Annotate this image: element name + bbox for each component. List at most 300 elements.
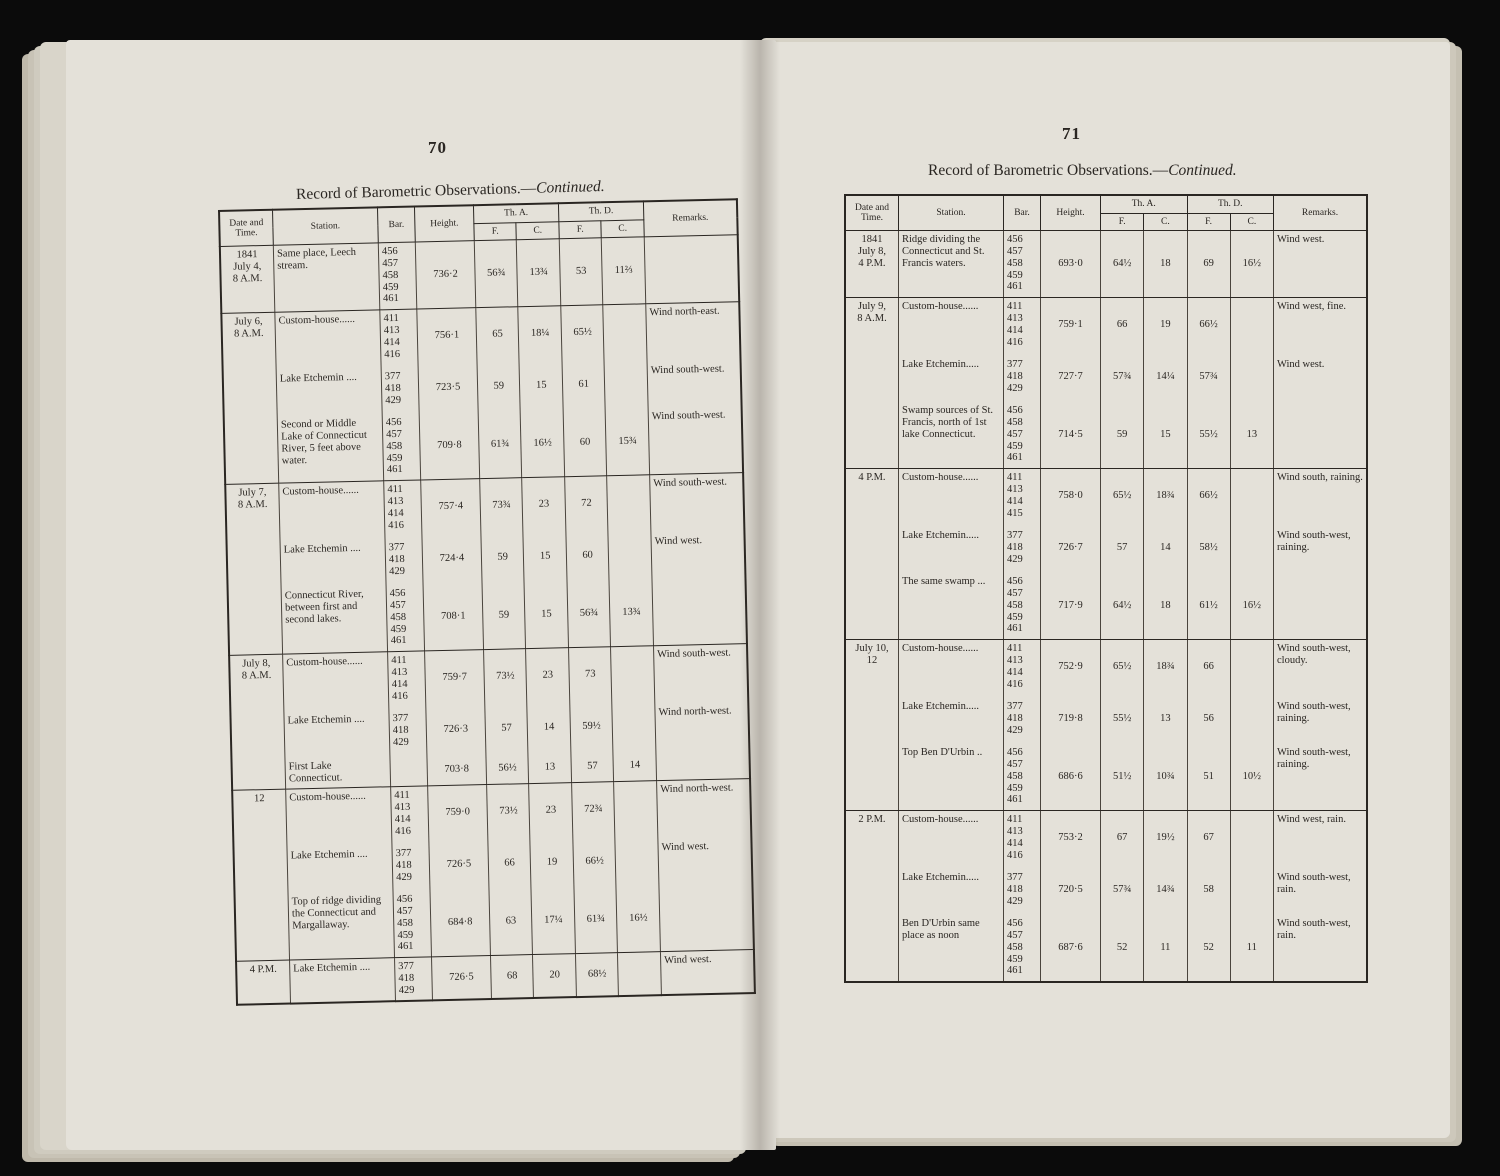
- table-row: [845, 298, 1367, 469]
- ta-f-value: 59: [497, 551, 509, 563]
- th-d-c-cell: [1230, 231, 1273, 298]
- height-value: 759·1: [1058, 319, 1083, 331]
- remarks-value: [648, 239, 735, 301]
- station-value: Connecticut River, between first and second lakes.: [284, 589, 364, 626]
- date-text: July 10, 12: [855, 643, 889, 666]
- bar-value: [394, 759, 425, 784]
- td-f-value: 60: [579, 436, 591, 449]
- td-c-value: [607, 308, 644, 357]
- th-a-c-cell: [533, 954, 576, 998]
- height-value: 726·7: [1058, 542, 1083, 554]
- station-value: Custom-house......: [278, 314, 356, 327]
- table-body: [845, 231, 1367, 983]
- th-a-f-cell: [490, 955, 533, 999]
- header-th-a-c: C.: [516, 221, 559, 240]
- td-c-value: 11: [1246, 942, 1257, 954]
- station-value: Lake Etchemin ....: [293, 961, 371, 975]
- remarks-value: [656, 580, 743, 642]
- height-value: 756·1: [434, 329, 460, 342]
- ta-c-value: 14¾: [1156, 884, 1175, 896]
- height-cell: [425, 650, 487, 786]
- th-a-c-cell: [1144, 469, 1187, 640]
- table-row: [845, 811, 1367, 983]
- ta-f-value: 59: [1116, 429, 1128, 441]
- td-f-value: 67: [1203, 832, 1214, 844]
- header-date: Date and Time.: [845, 195, 899, 231]
- header-th-d: Th. D.: [558, 201, 643, 221]
- td-f-value: 61: [578, 378, 590, 391]
- station-value: Custom-house......: [902, 643, 979, 655]
- bar-value: 377 418 429: [1007, 872, 1023, 907]
- station-value: Ben D'Urbin same place as noon: [902, 918, 980, 941]
- remarks-value: Wind south, raining.: [1277, 472, 1363, 484]
- td-f-value: 55½: [1199, 429, 1218, 441]
- height-value: 757·4: [438, 500, 464, 513]
- table-caption: [296, 178, 605, 204]
- th-d-f-cell: [1187, 640, 1230, 811]
- height-value: 726·3: [443, 723, 469, 736]
- bar-cell: [378, 242, 417, 310]
- height-cell: [417, 308, 480, 480]
- bar-cell: [1004, 640, 1041, 811]
- td-c-value: 11⅔: [614, 264, 633, 277]
- ta-f-value: 51½: [1112, 771, 1132, 783]
- remarks-value: Wind north-west.: [660, 782, 734, 796]
- date-cell: [229, 654, 286, 790]
- th-d-c-cell: [1230, 640, 1273, 811]
- height-value: 714·5: [1058, 429, 1083, 441]
- remarks-value: [663, 886, 750, 948]
- ta-c-value: 18¾: [1156, 661, 1175, 673]
- td-f-value: 52: [1203, 942, 1214, 954]
- station-value: Custom-house......: [289, 791, 366, 804]
- th-d-f-cell: [1187, 298, 1230, 469]
- height-cell: [432, 956, 492, 1001]
- th-d-c-cell: [602, 237, 646, 305]
- bar-value: 377 418 429: [1007, 359, 1023, 394]
- remarks-cell: [650, 473, 747, 646]
- th-d-c-cell: [603, 304, 649, 476]
- td-c-value: [1234, 301, 1270, 349]
- station-cell: [899, 231, 1004, 298]
- bar-value: 456 457 458 459 461: [389, 588, 407, 647]
- height-value: 726·5: [449, 971, 474, 984]
- bar-value: 456 457 458 459 461: [396, 894, 414, 953]
- td-f-value: 66½: [585, 855, 604, 868]
- height-value: 720·5: [1058, 884, 1083, 896]
- ta-f-value: 57¾: [1112, 884, 1132, 896]
- ta-f-value: 73½: [496, 670, 515, 683]
- station-value: Lake Etchemin ....: [290, 849, 368, 862]
- th-a-c-cell: [1144, 640, 1187, 811]
- bar-value: 377 418 429: [398, 961, 415, 996]
- th-d-c-cell: [614, 781, 660, 953]
- height-value: 709·8: [437, 439, 462, 452]
- bar-cell: [1004, 811, 1041, 983]
- th-d-f-cell: [559, 238, 603, 306]
- ta-f-value: 56¾: [486, 267, 506, 280]
- header-th-d-f: F.: [1187, 213, 1230, 231]
- bar-cell: [380, 309, 421, 481]
- remarks-value: Wind west.: [661, 841, 710, 854]
- remarks-value: Wind south-west, cloudy.: [1277, 643, 1351, 666]
- th-d-c-cell: [1230, 469, 1273, 640]
- header-station: Station.: [273, 207, 379, 245]
- td-f-value: 66: [1203, 661, 1214, 673]
- station-cell: [899, 298, 1004, 469]
- td-f-value: 56¾: [579, 607, 599, 620]
- remarks-value: Wind south-west.: [653, 476, 728, 490]
- bar-value: 456 457 458 459 461: [1007, 918, 1023, 977]
- station-value: Custom-house......: [282, 485, 359, 498]
- remarks-value: Wind south-west, rain.: [1277, 872, 1351, 895]
- ta-c-value: 23: [538, 498, 550, 511]
- td-c-value: [1234, 530, 1270, 566]
- date-cell: [220, 246, 275, 314]
- height-cell: [1041, 811, 1101, 983]
- barometric-table-left: [218, 198, 756, 1006]
- height-cell: [1041, 640, 1101, 811]
- page-number: 71: [1062, 124, 1081, 143]
- ta-c-value: 14¼: [1156, 371, 1175, 383]
- header-th-d-c: C.: [601, 219, 644, 238]
- th-d-f-cell: [1187, 811, 1230, 983]
- caption-main: Record of Barometric Observations.—: [295, 179, 537, 204]
- station-cell: [899, 469, 1004, 640]
- station-value: The same swamp ...: [902, 576, 986, 588]
- ta-f-value: 73¾: [492, 499, 511, 512]
- bar-value: 411 413 414 416: [391, 655, 408, 702]
- th-d-f-cell: [1187, 469, 1230, 640]
- caption-italic: Continued.: [1168, 162, 1237, 179]
- td-f-value: 72¾: [584, 803, 603, 816]
- height-cell: [415, 241, 476, 309]
- bar-value: 411 413 414 416: [1007, 643, 1023, 690]
- remarks-cell: [1274, 231, 1368, 298]
- ta-c-value: 19: [1160, 319, 1171, 331]
- bar-value: 411 413 414 416: [387, 484, 405, 531]
- ta-f-value: 64½: [1112, 600, 1132, 612]
- station-value: Lake Etchemin ....: [287, 714, 365, 727]
- station-value: Top of ridge dividing the Connecticut and Margallaway.: [291, 894, 382, 932]
- td-f-value: 68½: [587, 968, 607, 981]
- ta-f-value: 73½: [499, 805, 518, 818]
- remarks-value: Wind south-west, raining.: [1277, 747, 1351, 770]
- ta-c-value: 18¾: [1156, 490, 1175, 502]
- th-d-f-cell: [568, 647, 614, 783]
- remarks-cell: [654, 644, 751, 781]
- height-value: 717·9: [1058, 600, 1083, 612]
- td-c-value: [608, 366, 644, 403]
- td-c-value: [1234, 472, 1270, 520]
- td-c-value: [621, 955, 657, 992]
- station-value: Lake Etchemin.....: [902, 359, 979, 371]
- station-cell: [899, 811, 1004, 983]
- bar-value: 411 413 414 415: [1007, 472, 1023, 519]
- ta-f-value: 57: [1116, 542, 1128, 554]
- height-value: 724·4: [439, 552, 465, 565]
- height-value: 726·5: [446, 858, 472, 871]
- th-d-c-cell: [611, 646, 657, 782]
- td-c-value: 16½: [1242, 258, 1262, 270]
- station-value: Lake Etchemin.....: [902, 701, 979, 713]
- th-a-f-cell: [476, 307, 522, 479]
- td-c-value: [619, 843, 655, 880]
- height-value: 693·0: [1058, 258, 1083, 270]
- ta-f-value: 59: [498, 609, 510, 621]
- remarks-value: Wind south-west.: [650, 363, 725, 377]
- ta-f-value: 55½: [1112, 713, 1132, 725]
- th-d-f-cell: [561, 305, 607, 477]
- bar-value: 411 413 414 416: [383, 313, 401, 360]
- td-c-value: [616, 708, 652, 745]
- ta-c-value: 15: [541, 608, 552, 621]
- date-text: 12: [253, 793, 265, 805]
- date-text: 4 P.M.: [858, 472, 886, 484]
- barometric-table-right: [844, 194, 1368, 983]
- bar-value: 411 413 414 416: [1007, 814, 1023, 861]
- date-cell: [845, 640, 899, 811]
- station-value: Custom-house......: [902, 301, 979, 313]
- table-row: [229, 644, 750, 791]
- bar-value: 377 418 429: [1007, 530, 1023, 565]
- station-value: Lake Etchemin ....: [279, 372, 357, 385]
- bar-cell: [384, 480, 425, 652]
- ta-f-value: 56½: [498, 762, 517, 775]
- bar-value: 456 458 457 459 461: [1007, 405, 1023, 464]
- td-f-value: 72: [581, 497, 592, 510]
- td-f-value: 65½: [573, 326, 592, 339]
- remarks-value: Wind south-west.: [651, 409, 726, 423]
- remarks-cell: [1274, 811, 1368, 983]
- th-a-c-cell: [517, 239, 561, 307]
- station-value: Top Ben D'Urbin ..: [902, 747, 983, 759]
- station-value: Swamp sources of St. Francis, north of 1st lake Connecticut.: [902, 405, 993, 440]
- td-c-value: [611, 479, 648, 528]
- th-d-f-cell: [565, 476, 611, 648]
- td-f-value: 58: [1203, 884, 1214, 896]
- ta-c-value: 14: [1160, 542, 1171, 554]
- height-value: 752·9: [1058, 661, 1083, 673]
- station-cell: [899, 640, 1004, 811]
- table-row: [225, 473, 747, 656]
- remarks-value: Wind west, fine.: [1277, 301, 1346, 313]
- td-c-value: [615, 650, 652, 699]
- ta-c-value: 13: [544, 761, 556, 773]
- station-value: Custom-house......: [286, 656, 363, 669]
- ta-f-value: 68: [506, 970, 518, 982]
- height-value: 708·1: [440, 610, 466, 623]
- remarks-value: Wind south-west, raining.: [1277, 530, 1351, 553]
- height-value: 759·7: [442, 671, 468, 684]
- td-c-value: 15¾: [618, 435, 637, 448]
- left-page: [66, 40, 776, 1150]
- caption-italic: Continued.: [535, 177, 605, 197]
- date-cell: [236, 960, 290, 1005]
- td-f-value: 56: [1203, 713, 1214, 725]
- td-f-value: 59½: [582, 720, 601, 733]
- remarks-value: [659, 751, 746, 777]
- td-c-value: [618, 785, 655, 834]
- ta-c-value: 20: [549, 969, 561, 981]
- table-row: [845, 231, 1367, 298]
- station-value: Ridge dividing the Connecticut and St. Francis waters.: [902, 234, 985, 269]
- bar-value: 377 418 429: [388, 542, 406, 577]
- ta-f-value: 65½: [1112, 490, 1132, 502]
- th-a-f-cell: [1101, 298, 1144, 469]
- ta-c-value: 18: [1160, 600, 1171, 612]
- td-c-value: 13¾: [622, 606, 641, 619]
- date-cell: [845, 298, 899, 469]
- header-bar: Bar.: [1004, 195, 1041, 231]
- station-cell: [290, 958, 396, 1004]
- height-value: 758·0: [1058, 490, 1083, 502]
- ta-f-value: 61¾: [490, 438, 510, 451]
- remarks-value: Wind west.: [1277, 359, 1325, 371]
- height-value: 753·2: [1058, 832, 1083, 844]
- bar-value: 456 457 458 459 461: [1007, 234, 1023, 293]
- bar-value: 377 418 429: [395, 848, 413, 883]
- ta-c-value: 15: [535, 379, 547, 392]
- th-d-c-cell: [618, 952, 662, 996]
- ta-c-value: 23: [545, 804, 557, 816]
- ta-f-value: 57¾: [1112, 371, 1132, 383]
- table-row: [232, 779, 754, 962]
- right-page: [760, 42, 1450, 1138]
- height-value: 736·2: [433, 268, 458, 281]
- th-a-f-cell: [1101, 231, 1144, 298]
- date-cell: [845, 231, 899, 298]
- height-cell: [1041, 231, 1101, 298]
- remarks-value: Wind south-west.: [657, 647, 731, 661]
- table-body: [220, 235, 755, 1005]
- header-date: Date and Time.: [219, 210, 273, 247]
- bar-value: 377 418 429: [384, 371, 402, 407]
- td-f-value: 61½: [1199, 600, 1218, 612]
- td-f-value: 60: [582, 549, 594, 562]
- station-value: Custom-house......: [902, 472, 979, 484]
- bar-cell: [1004, 231, 1041, 298]
- bar-cell: [395, 957, 433, 1001]
- station-cell: [273, 243, 379, 312]
- date-cell: [221, 312, 278, 484]
- td-f-value: 66½: [1199, 490, 1218, 502]
- td-f-value: 69: [1203, 258, 1214, 270]
- header-remarks: Remarks.: [1274, 195, 1368, 231]
- td-f-value: 57¾: [1199, 371, 1218, 383]
- header-th-d: Th. D.: [1187, 195, 1274, 213]
- ta-c-value: 15: [539, 550, 551, 563]
- remarks-value: Wind south-west, rain.: [1277, 918, 1351, 941]
- station-value: Lake Etchemin ....: [283, 543, 361, 556]
- header-th-a: Th. A.: [473, 203, 558, 223]
- date-text: July 9, 8 A.M.: [857, 301, 887, 324]
- ta-c-value: 19: [546, 856, 558, 868]
- caption-main: Record of Barometric Observations.—: [928, 162, 1169, 179]
- bar-value: 456 457 458 459 461: [381, 246, 399, 305]
- remarks-cell: [1274, 469, 1368, 640]
- station-cell: [279, 481, 388, 654]
- td-c-value: 13: [1246, 429, 1258, 441]
- ta-c-value: 13: [1160, 713, 1171, 725]
- date-text: 1841 July 8, 4 P.M.: [857, 234, 886, 269]
- remarks-value: Wind north-east.: [649, 305, 720, 319]
- td-f-value: 66½: [1199, 319, 1218, 331]
- ta-c-value: 23: [542, 669, 554, 682]
- td-f-value: 51: [1203, 771, 1214, 783]
- td-c-value: [1234, 701, 1270, 737]
- station-cell: [286, 787, 395, 960]
- bar-value: 456 457 458 459 461: [385, 417, 403, 476]
- th-a-f-cell: [1101, 811, 1144, 983]
- bar-cell: [1004, 298, 1041, 469]
- ta-c-value: 18¼: [530, 327, 550, 340]
- station-value: First Lake Connecticut.: [288, 760, 343, 785]
- remarks-value: [1277, 405, 1363, 465]
- th-a-c-cell: [1144, 298, 1187, 469]
- date-text: 4 P.M.: [249, 964, 277, 976]
- station-cell: [275, 310, 384, 483]
- th-d-f-cell: [575, 953, 618, 997]
- ta-c-value: 19½: [1156, 832, 1175, 844]
- ta-c-value: 18: [1160, 258, 1171, 270]
- height-value: 759·0: [445, 806, 471, 819]
- ta-c-value: 14: [543, 721, 555, 733]
- height-value: 703·8: [444, 763, 470, 776]
- table-row: [845, 469, 1367, 640]
- remarks-value: Wind north-west.: [658, 705, 732, 719]
- height-value: 686·6: [1058, 771, 1083, 783]
- height-cell: [421, 479, 484, 651]
- height-cell: [1041, 298, 1101, 469]
- remarks-cell: [644, 235, 739, 304]
- date-text: July 8, 8 A.M.: [241, 658, 272, 682]
- table-row: [845, 640, 1367, 811]
- th-a-f-cell: [484, 649, 530, 785]
- height-value: 687·6: [1058, 942, 1083, 954]
- header-th-a: Th. A.: [1101, 195, 1187, 213]
- td-c-value: [612, 537, 648, 574]
- ta-f-value: 52: [1116, 942, 1128, 954]
- th-a-f-cell: [1101, 469, 1144, 640]
- date-cell: [232, 789, 289, 961]
- date-text: 2 P.M.: [858, 814, 886, 826]
- date-text: July 7, 8 A.M.: [237, 487, 268, 511]
- station-value: Lake Etchemin.....: [902, 530, 979, 542]
- bar-value: 411 413 414 416: [1007, 301, 1023, 348]
- date-cell: [845, 469, 899, 640]
- height-value: 727·7: [1058, 371, 1083, 383]
- station-cell: [283, 652, 391, 789]
- ta-f-value: 64½: [1112, 258, 1132, 270]
- td-f-value: 58½: [1199, 542, 1218, 554]
- bar-cell: [1004, 469, 1041, 640]
- date-text: 1841 July 4, 8 A.M.: [232, 249, 263, 285]
- page-number: 70: [428, 138, 447, 157]
- td-c-value: 10½: [1242, 771, 1262, 783]
- station-value: Second or Middle Lake of Connecticut River, 5 feet above water.: [280, 418, 367, 467]
- remarks-cell: [1274, 640, 1368, 811]
- th-a-f-cell: [474, 240, 518, 308]
- th-a-c-cell: [1144, 811, 1187, 983]
- ta-c-value: 10¾: [1156, 771, 1175, 783]
- date-cell: [225, 483, 282, 655]
- bar-value: 411 413 414 416: [394, 790, 412, 837]
- remarks-value: Wind west.: [664, 954, 712, 967]
- ta-f-value: 57: [501, 722, 512, 734]
- height-cell: [1041, 469, 1101, 640]
- th-a-f-cell: [487, 784, 533, 956]
